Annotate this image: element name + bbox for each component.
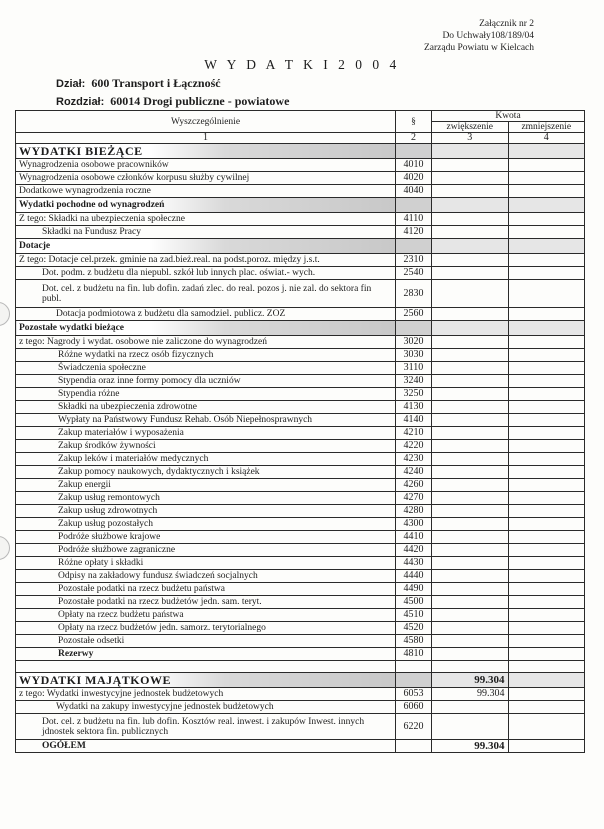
row-description: Składki na Fundusz Pracy	[16, 226, 396, 239]
row-paragraph-code: 6220	[396, 714, 432, 740]
table-row	[16, 570, 585, 583]
row-increase-amount	[432, 492, 509, 505]
row-increase-amount	[432, 280, 509, 308]
row-increase-amount	[432, 440, 509, 453]
row-paragraph-code: 6060	[396, 701, 432, 714]
row-paragraph-code: 4130	[396, 401, 432, 414]
row-paragraph-code	[396, 661, 432, 673]
row-decrease-amount	[508, 144, 585, 159]
table-row	[16, 427, 585, 440]
row-increase-amount: 99.304	[432, 673, 509, 688]
section-row	[16, 673, 585, 688]
row-paragraph-code	[396, 740, 432, 753]
row-paragraph-code: 3240	[396, 375, 432, 388]
row-paragraph-code: 4410	[396, 531, 432, 544]
row-decrease-amount	[508, 336, 585, 349]
row-description: Dodatkowe wynagrodzenia roczne	[16, 185, 396, 198]
row-decrease-amount	[508, 635, 585, 648]
table-row	[16, 254, 585, 267]
row-description: Zakup usług pozostałych	[16, 518, 396, 531]
row-increase-amount	[432, 505, 509, 518]
row-increase-amount: 99.304	[432, 688, 509, 701]
row-decrease-amount	[508, 479, 585, 492]
table-row	[16, 596, 585, 609]
section-row	[16, 198, 585, 213]
table-row	[16, 280, 585, 308]
row-description: Składki na ubezpieczenia zdrowotne	[16, 401, 396, 414]
row-decrease-amount	[508, 518, 585, 531]
row-paragraph-code: 4010	[396, 159, 432, 172]
row-increase-amount	[432, 570, 509, 583]
table-row	[16, 688, 585, 701]
row-paragraph-code: 4440	[396, 570, 432, 583]
row-description: z tego: Wydatki inwestycyjne jednostek budżetowych	[16, 688, 396, 701]
row-description: Dot. cel. z budżetu na fin. lub dofin. Kosztów real. inwest. i zakupów Inwest. innych jdnostek sektora fin. publicznych	[16, 714, 396, 740]
row-increase-amount	[432, 239, 509, 254]
row-description: Dot. podm. z budżetu dla niepubl. szkół lub innych plac. oświat.- wych.	[16, 267, 396, 280]
row-increase-amount	[432, 609, 509, 622]
row-increase-amount	[432, 583, 509, 596]
row-description: Pozostałe podatki na rzecz budżetów jedn. sam. teryt.	[16, 596, 396, 609]
table-row	[16, 375, 585, 388]
table-row	[16, 172, 585, 185]
row-decrease-amount	[508, 505, 585, 518]
row-paragraph-code: 4510	[396, 609, 432, 622]
dzial-label: Dział:	[56, 78, 86, 90]
row-description: Podróże służbowe zagraniczne	[16, 544, 396, 557]
table-row	[16, 349, 585, 362]
row-decrease-amount	[508, 254, 585, 267]
col-description-header: Wyszczególnienie	[16, 111, 396, 133]
row-description: Wynagrodzenia osobowe członków korpusu służby cywilnej	[16, 172, 396, 185]
row-description: Pozostałe odsetki	[16, 635, 396, 648]
row-paragraph-code: 4210	[396, 427, 432, 440]
row-description	[16, 661, 396, 673]
row-description: Opłaty na rzecz budżetu państwa	[16, 609, 396, 622]
row-paragraph-code	[396, 321, 432, 336]
row-paragraph-code: 6053	[396, 688, 432, 701]
table-row	[16, 492, 585, 505]
row-decrease-amount	[508, 673, 585, 688]
punch-hole	[0, 536, 10, 560]
table-row	[16, 185, 585, 198]
row-decrease-amount	[508, 583, 585, 596]
row-increase-amount	[432, 531, 509, 544]
row-increase-amount	[432, 466, 509, 479]
row-decrease-amount	[508, 172, 585, 185]
row-paragraph-code: 4490	[396, 583, 432, 596]
row-increase-amount	[432, 159, 509, 172]
row-decrease-amount	[508, 226, 585, 239]
row-increase-amount	[432, 453, 509, 466]
row-decrease-amount	[508, 596, 585, 609]
table-row	[16, 479, 585, 492]
row-decrease-amount	[508, 492, 585, 505]
row-decrease-amount	[508, 280, 585, 308]
row-description: Świadczenia społeczne	[16, 362, 396, 375]
col-paragraph-header: §	[396, 111, 432, 133]
row-description: Różne opłaty i składki	[16, 557, 396, 570]
row-description: Dotacja podmiotowa z budżetu dla samodziel. publicz. ZOZ	[16, 308, 396, 321]
col-increase-header: zwiększenie	[432, 122, 509, 133]
col-number: 1	[16, 133, 396, 144]
row-increase-amount	[432, 388, 509, 401]
row-description: Zakup usług zdrowotnych	[16, 505, 396, 518]
row-description: Pozostałe podatki na rzecz budżetu państwa	[16, 583, 396, 596]
table-row	[16, 583, 585, 596]
row-description: Zakup energii	[16, 479, 396, 492]
row-increase-amount	[432, 226, 509, 239]
row-description: Odpisy na zakładowy fundusz świadczeń socjalnych	[16, 570, 396, 583]
row-paragraph-code: 4140	[396, 414, 432, 427]
row-increase-amount	[432, 144, 509, 159]
row-paragraph-code: 3110	[396, 362, 432, 375]
rozdzial-line	[56, 94, 289, 109]
row-paragraph-code	[396, 673, 432, 688]
row-increase-amount	[432, 427, 509, 440]
row-decrease-amount	[508, 267, 585, 280]
section-title: Dotacje	[16, 239, 396, 254]
row-increase-amount	[432, 661, 509, 673]
row-increase-amount	[432, 635, 509, 648]
row-description: z tego: Nagrody i wydat. osobowe nie zaliczone do wynagrodzeń	[16, 336, 396, 349]
table-row	[16, 609, 585, 622]
row-paragraph-code	[396, 239, 432, 254]
row-increase-amount	[432, 267, 509, 280]
row-decrease-amount	[508, 648, 585, 661]
row-paragraph-code: 4040	[396, 185, 432, 198]
table-row	[16, 388, 585, 401]
row-description: Stypendia różne	[16, 388, 396, 401]
row-increase-amount	[432, 254, 509, 267]
row-paragraph-code: 4230	[396, 453, 432, 466]
col-decrease-header: zmniejszenie	[508, 122, 585, 133]
blank-row	[16, 661, 585, 673]
row-increase-amount	[432, 557, 509, 570]
attachment-line: Zarządu Powiatu w Kielcach	[424, 43, 534, 53]
row-paragraph-code: 4810	[396, 648, 432, 661]
table-row	[16, 159, 585, 172]
row-description: Różne wydatki na rzecz osób fizycznych	[16, 349, 396, 362]
row-increase-amount	[432, 544, 509, 557]
row-decrease-amount	[508, 239, 585, 254]
table-row	[16, 267, 585, 280]
row-increase-amount	[432, 518, 509, 531]
row-description: Z tego: Składki na ubezpieczenia społeczne	[16, 213, 396, 226]
dzial-line	[56, 76, 221, 91]
row-increase-amount	[432, 349, 509, 362]
table-row	[16, 466, 585, 479]
column-number-row	[16, 133, 585, 144]
attachment-line: Do Uchwały108/189/04	[442, 31, 534, 41]
table-row	[16, 440, 585, 453]
row-paragraph-code: 2310	[396, 254, 432, 267]
row-increase-amount	[432, 362, 509, 375]
row-decrease-amount	[508, 198, 585, 213]
row-decrease-amount	[508, 321, 585, 336]
row-paragraph-code	[396, 144, 432, 159]
row-decrease-amount	[508, 570, 585, 583]
table-header-row	[16, 111, 585, 122]
table-row	[16, 740, 585, 753]
row-increase-amount	[432, 701, 509, 714]
row-description: Zakup pomocy naukowych, dydaktycznych i książek	[16, 466, 396, 479]
section-title: Wydatki pochodne od wynagrodzeń	[16, 198, 396, 213]
row-description: Wynagrodzenia osobowe pracowników	[16, 159, 396, 172]
row-increase-amount	[432, 213, 509, 226]
table-row	[16, 701, 585, 714]
row-paragraph-code: 4280	[396, 505, 432, 518]
row-increase-amount	[432, 308, 509, 321]
row-increase-amount	[432, 479, 509, 492]
row-paragraph-code: 2560	[396, 308, 432, 321]
table-row	[16, 648, 585, 661]
row-description: OGÓŁEM	[16, 740, 396, 753]
row-description: Wydatki na zakupy inwestycyjne jednostek budżetowych	[16, 701, 396, 714]
row-decrease-amount	[508, 159, 585, 172]
table-row	[16, 213, 585, 226]
row-paragraph-code: 4120	[396, 226, 432, 239]
row-increase-amount	[432, 414, 509, 427]
row-increase-amount	[432, 648, 509, 661]
row-increase-amount	[432, 596, 509, 609]
row-paragraph-code: 4580	[396, 635, 432, 648]
row-increase-amount	[432, 714, 509, 740]
row-increase-amount	[432, 622, 509, 635]
row-decrease-amount	[508, 349, 585, 362]
table-row	[16, 557, 585, 570]
row-paragraph-code: 3020	[396, 336, 432, 349]
rozdzial-label: Rozdział:	[56, 96, 105, 108]
row-decrease-amount	[508, 557, 585, 570]
col-number: 2	[396, 133, 432, 144]
table-row	[16, 544, 585, 557]
row-increase-amount	[432, 172, 509, 185]
table-row	[16, 401, 585, 414]
row-paragraph-code: 4520	[396, 622, 432, 635]
table-row	[16, 362, 585, 375]
punch-hole	[0, 302, 10, 326]
row-decrease-amount	[508, 388, 585, 401]
section-row	[16, 239, 585, 254]
row-paragraph-code: 3250	[396, 388, 432, 401]
table-row	[16, 622, 585, 635]
row-decrease-amount	[508, 375, 585, 388]
attachment-note	[424, 18, 534, 54]
row-decrease-amount	[508, 740, 585, 753]
row-decrease-amount	[508, 688, 585, 701]
row-decrease-amount	[508, 401, 585, 414]
row-description: Opłaty na rzecz budżetów jedn. samorz. terytorialnego	[16, 622, 396, 635]
row-decrease-amount	[508, 308, 585, 321]
row-decrease-amount	[508, 440, 585, 453]
row-paragraph-code: 4300	[396, 518, 432, 531]
row-increase-amount	[432, 375, 509, 388]
rozdzial-value: 60014 Drogi publiczne - powiatowe	[110, 94, 290, 108]
table-row	[16, 714, 585, 740]
row-paragraph-code: 2830	[396, 280, 432, 308]
page-title: W Y D A T K I 2 0 0 4	[204, 57, 400, 72]
section-title: WYDATKI BIEŻĄCE	[16, 144, 396, 159]
row-decrease-amount	[508, 701, 585, 714]
row-description: Zakup materiałów i wyposażenia	[16, 427, 396, 440]
row-increase-amount	[432, 401, 509, 414]
table-row	[16, 635, 585, 648]
row-decrease-amount	[508, 622, 585, 635]
table-row	[16, 308, 585, 321]
row-paragraph-code: 4020	[396, 172, 432, 185]
row-paragraph-code: 4110	[396, 213, 432, 226]
table-row	[16, 226, 585, 239]
table-row	[16, 518, 585, 531]
row-paragraph-code: 4270	[396, 492, 432, 505]
row-description: Rezerwy	[16, 648, 396, 661]
row-decrease-amount	[508, 661, 585, 673]
section-title: WYDATKI MAJĄTKOWE	[16, 673, 396, 688]
row-description: Zakup środków żywności	[16, 440, 396, 453]
table-row	[16, 453, 585, 466]
row-paragraph-code: 4240	[396, 466, 432, 479]
row-description: Z tego: Dotacje cel.przek. gminie na zad.bież.real. na podst.poroz. między j.s.t.	[16, 254, 396, 267]
row-decrease-amount	[508, 185, 585, 198]
row-description: Podróże służbowe krajowe	[16, 531, 396, 544]
row-decrease-amount	[508, 714, 585, 740]
row-increase-amount	[432, 336, 509, 349]
table-row	[16, 336, 585, 349]
section-title: Pozostałe wydatki bieżące	[16, 321, 396, 336]
row-increase-amount: 99.304	[432, 740, 509, 753]
row-paragraph-code: 4260	[396, 479, 432, 492]
row-increase-amount	[432, 321, 509, 336]
row-decrease-amount	[508, 544, 585, 557]
row-description: Wypłaty na Państwowy Fundusz Rehab. Osób Niepełnosprawnych	[16, 414, 396, 427]
col-kwota-header: Kwota	[432, 111, 585, 122]
col-number: 3	[432, 133, 509, 144]
row-increase-amount	[432, 185, 509, 198]
row-decrease-amount	[508, 466, 585, 479]
section-row	[16, 144, 585, 159]
row-description: Zakup leków i materiałów medycznych	[16, 453, 396, 466]
row-paragraph-code: 4220	[396, 440, 432, 453]
table-row	[16, 505, 585, 518]
row-description: Stypendia oraz inne formy pomocy dla uczniów	[16, 375, 396, 388]
col-number: 4	[508, 133, 585, 144]
row-paragraph-code: 3030	[396, 349, 432, 362]
row-increase-amount	[432, 198, 509, 213]
row-decrease-amount	[508, 453, 585, 466]
row-description: Dot. cel. z budżetu na fin. lub dofin. zadań zlec. do real. pozos j. nie zal. do sektora fin publ.	[16, 280, 396, 308]
row-paragraph-code: 4500	[396, 596, 432, 609]
row-paragraph-code: 4420	[396, 544, 432, 557]
row-decrease-amount	[508, 362, 585, 375]
row-decrease-amount	[508, 531, 585, 544]
table-row	[16, 414, 585, 427]
attachment-line: Załącznik nr 2	[479, 19, 534, 29]
row-paragraph-code: 4430	[396, 557, 432, 570]
dzial-value: 600 Transport i Łączność	[91, 76, 221, 90]
row-decrease-amount	[508, 609, 585, 622]
expenses-table	[15, 110, 585, 753]
table-row	[16, 531, 585, 544]
row-paragraph-code: 2540	[396, 267, 432, 280]
section-row	[16, 321, 585, 336]
row-decrease-amount	[508, 427, 585, 440]
row-description: Zakup usług remontowych	[16, 492, 396, 505]
row-decrease-amount	[508, 414, 585, 427]
row-paragraph-code	[396, 198, 432, 213]
row-decrease-amount	[508, 213, 585, 226]
